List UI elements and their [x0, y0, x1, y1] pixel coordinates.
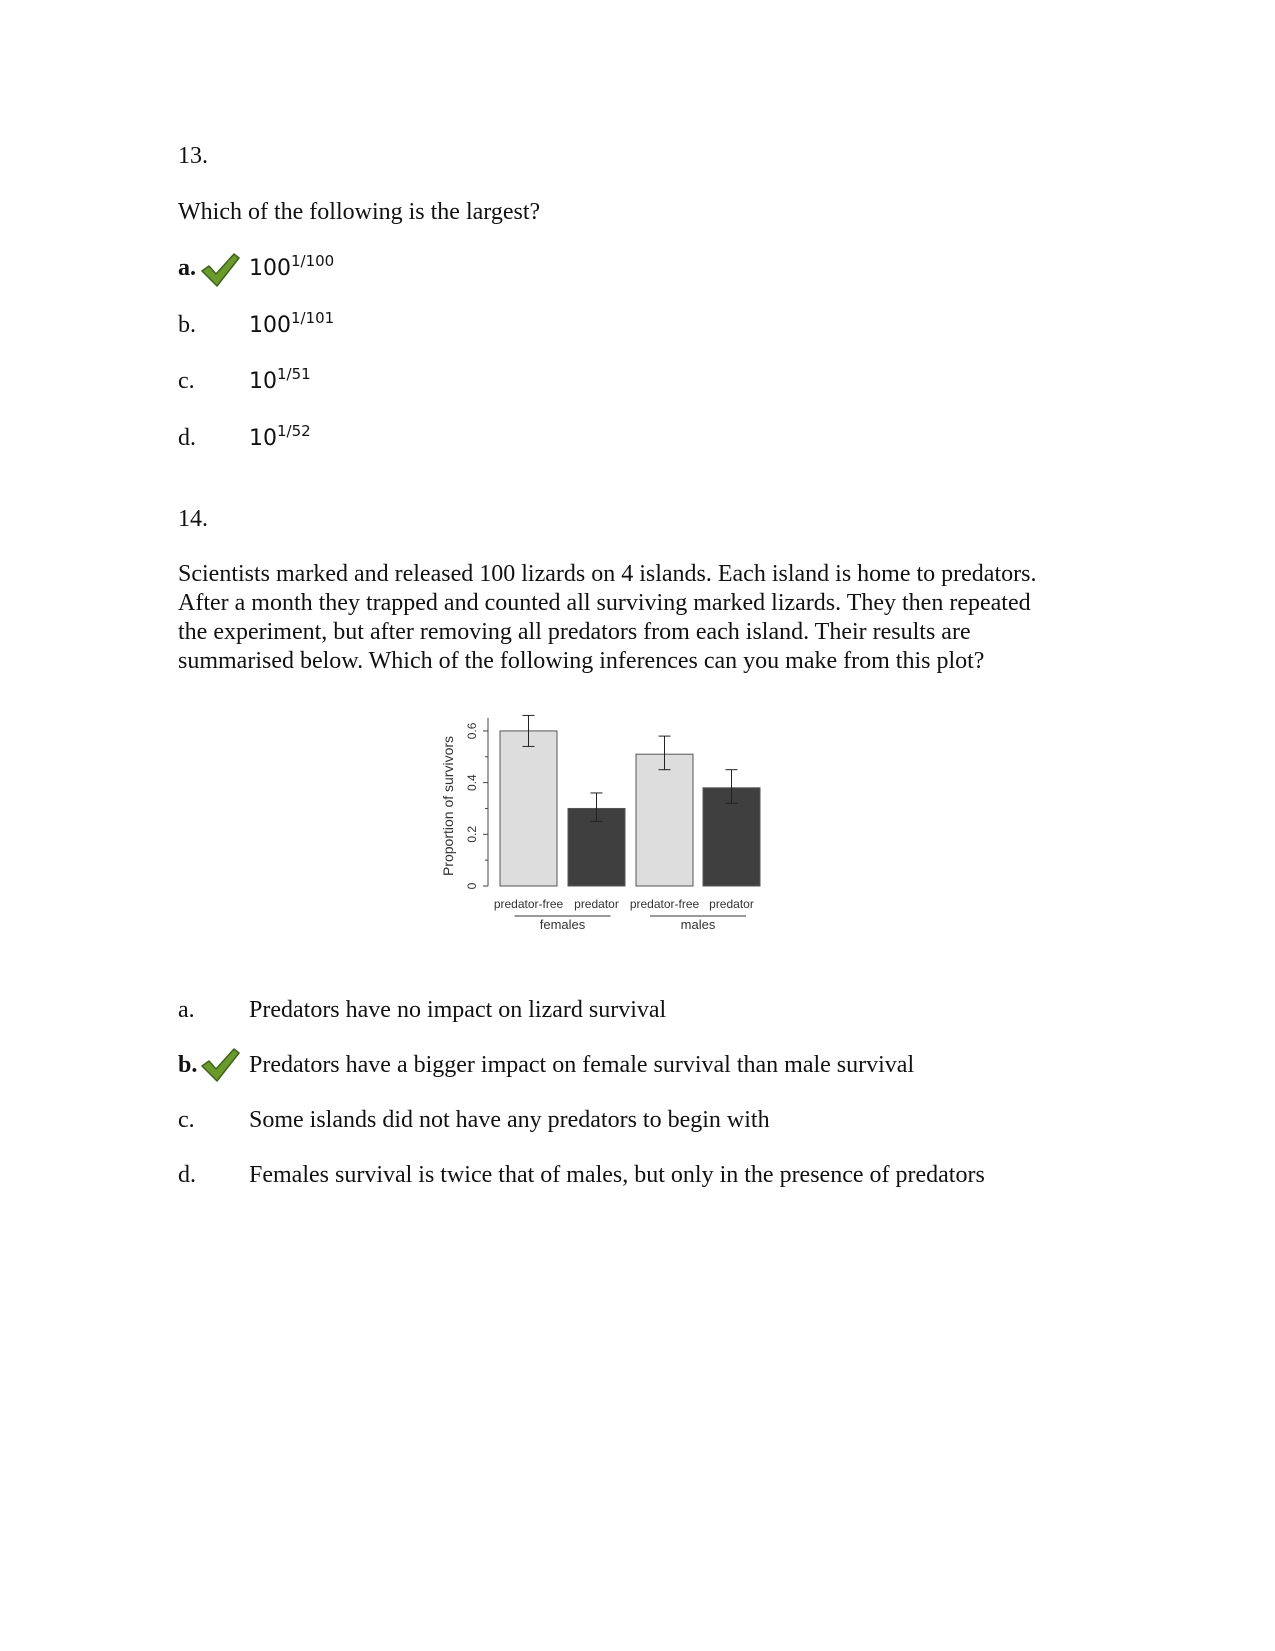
- question-13-option-a[interactable]: [178, 254, 196, 283]
- option-letter: b.: [178, 312, 196, 338]
- option-letter: a.: [178, 255, 196, 281]
- option-c-expression: $10^{1/51}$: [249, 365, 311, 394]
- category-label: predator-free: [629, 897, 700, 911]
- question-13-stem: Which of the following is the largest?: [178, 199, 541, 225]
- check-mark-icon: [200, 1047, 240, 1083]
- bar: [636, 754, 693, 886]
- option-d-expression: $10^{1/52}$: [249, 422, 311, 451]
- question-14-stem: Scientists marked and released 100 lizards on 4 islands. Each island is home to predators. After a month they trapped and counted all surviving marked lizards. They then repeated the experiment, but after removing all predators from each island. Their results are summarised below. Which of the following inferences can you make from this plot?: [178, 561, 1037, 674]
- question-13-number: 13.: [178, 143, 208, 169]
- question-14-option-b[interactable]: [178, 1051, 197, 1080]
- bar: [500, 731, 557, 886]
- option-letter: d.: [178, 425, 196, 451]
- y-axis-label: Proportion of survivors: [440, 735, 456, 877]
- option-letter: c.: [178, 1107, 195, 1133]
- check-mark-icon: [200, 252, 240, 288]
- survival-bar-chart: [440, 722, 780, 945]
- question-14-option-d[interactable]: [178, 1161, 196, 1190]
- question-13-option-b[interactable]: [178, 311, 196, 340]
- question-13-option-d[interactable]: [178, 424, 196, 453]
- option-letter: c.: [178, 368, 195, 394]
- group-label: females: [539, 917, 586, 932]
- option-letter: a.: [178, 997, 195, 1023]
- option-a-expression: $100^{1/100}$: [249, 252, 335, 281]
- category-label: predator: [574, 897, 619, 911]
- option-letter: d.: [178, 1162, 196, 1188]
- option-d-text: Females survival is twice that of males, but only in the presence of predators: [249, 1162, 985, 1188]
- option-c-text: Some islands did not have any predators to begin with: [249, 1107, 770, 1133]
- question-14-option-a[interactable]: [178, 996, 195, 1025]
- category-label: predator-free: [493, 897, 564, 911]
- group-label: males: [680, 917, 716, 932]
- y-tick-label: 0.6: [465, 722, 479, 740]
- y-tick-label: 0.4: [465, 774, 479, 791]
- option-a-text: Predators have no impact on lizard survival: [249, 997, 667, 1023]
- question-14-number: 14.: [178, 506, 208, 532]
- y-tick-label: 0: [465, 882, 479, 890]
- question-13-option-c[interactable]: [178, 367, 195, 396]
- y-tick-label: 0.2: [465, 825, 479, 843]
- category-label: predator: [709, 897, 754, 911]
- option-b-text: Predators have a bigger impact on female survival than male survival: [249, 1052, 915, 1078]
- question-14-option-c[interactable]: [178, 1106, 195, 1135]
- option-letter: b.: [178, 1052, 198, 1078]
- option-b-expression: $100^{1/101}$: [249, 309, 335, 338]
